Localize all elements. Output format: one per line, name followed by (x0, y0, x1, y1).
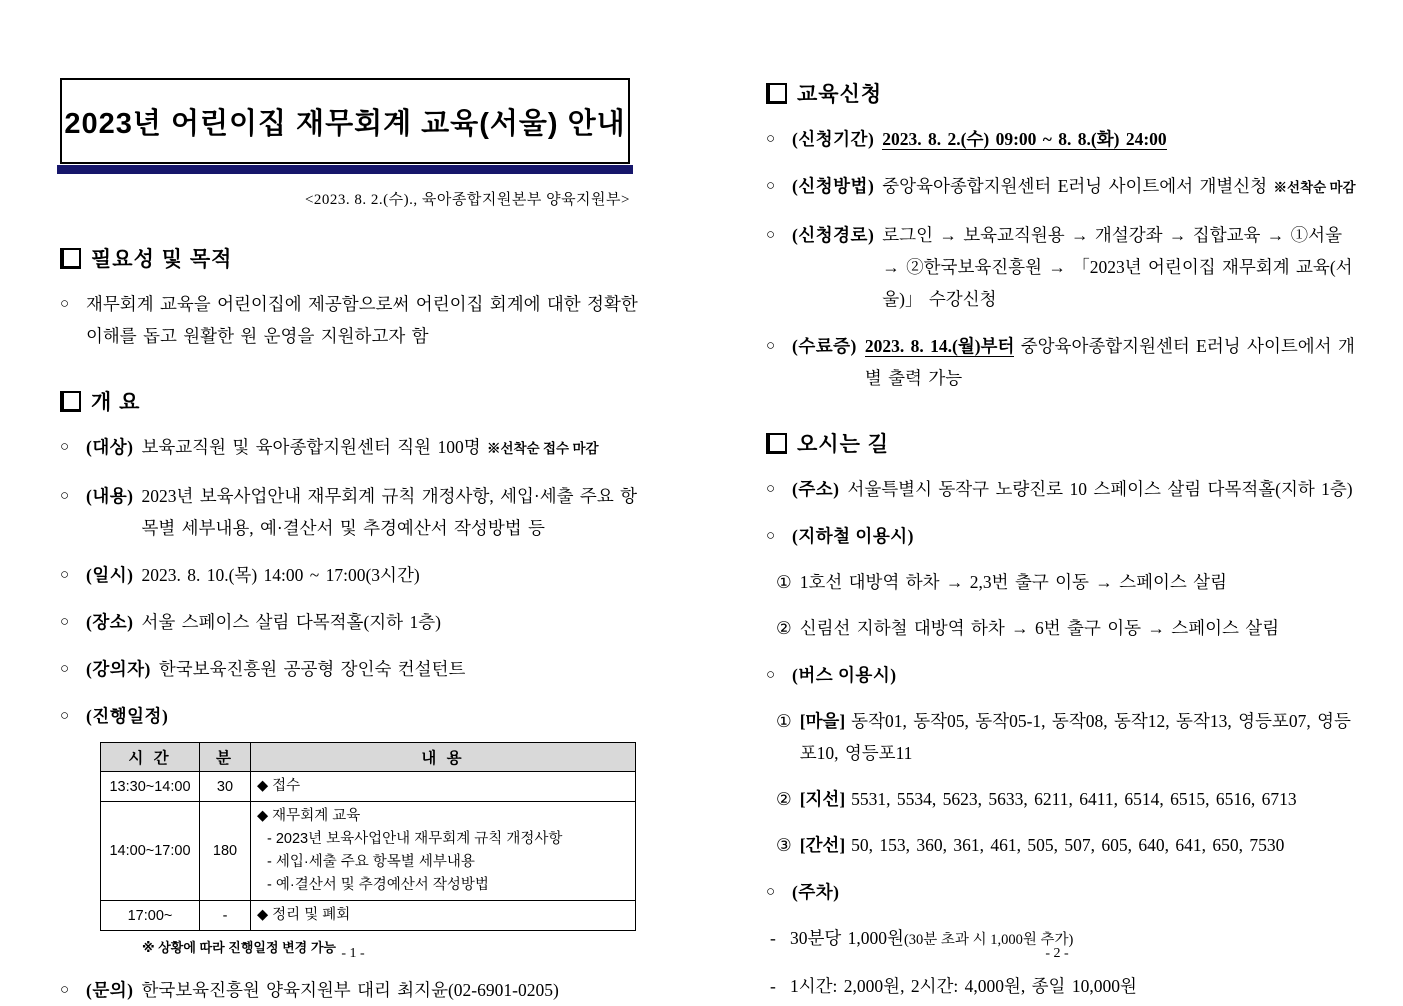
item-value (865, 330, 1358, 394)
page-title: 2023년 어린이집 재무회계 교육(서울) 안내 (64, 107, 626, 140)
cell-content (251, 772, 636, 802)
apply-cert-rest: 중앙육아종합지원센터 E러닝 사이트에서 개별 출력 가능 (864, 336, 1355, 388)
section-directions-header (766, 428, 1358, 458)
bus-numbers: 동작01, 동작05, 동작05-1, 동작08, 동작12, 동작13, 영등포07, 영등포10, 영등포11 (799, 711, 1351, 763)
item-value-text: 보육교직원 및 육아종합지원센터 직원 100명 (141, 437, 481, 457)
parking-label-row (766, 876, 1358, 908)
col-header-content: 내 용 (251, 743, 636, 772)
apply-cert-date: 2023. 8. 14.(월)부터 (864, 336, 1015, 356)
contact-label: (문의) (86, 980, 134, 1000)
apply-period-row (766, 123, 1358, 155)
bus-item-body (800, 783, 1358, 815)
cell-minutes: 30 (200, 772, 251, 802)
item-label: (내용) (86, 486, 134, 506)
overview-item-schedule (60, 700, 638, 732)
bus-label-row (766, 659, 1358, 691)
circled-number: ② (776, 789, 792, 809)
section-box-icon (60, 391, 81, 412)
apply-period-value: 2023. 8. 2.(수) 09:00 ~ 8. 8.(화) 24:00 (882, 129, 1167, 149)
subway-item-2 (766, 612, 1358, 644)
circled-number: ① (776, 572, 792, 592)
section-overview-header (60, 386, 638, 416)
bus-item-body (800, 829, 1358, 861)
item-label: (신청기간) (792, 129, 875, 149)
circle-bullet-icon: ○ (766, 884, 776, 900)
contact-row (60, 974, 638, 1006)
page-number-1: - 1 - (341, 946, 365, 961)
circle-bullet-icon: ○ (766, 481, 776, 497)
item-label: (신청경로) (792, 225, 875, 245)
overview-item-datetime (60, 559, 638, 591)
item-value (882, 170, 1358, 204)
circled-number: ③ (776, 835, 792, 855)
table-row (101, 772, 636, 802)
circled-number: ① (776, 711, 792, 731)
parking-value: 1시간: 2,000원, 2시간: 4,000원, 종일 10,000원 (790, 976, 1137, 996)
title-box (60, 78, 630, 164)
col-header-time: 시 간 (101, 743, 200, 772)
section-overview-title: 개 요 (91, 391, 141, 414)
content-line: ◆ 재무회계 교육 (257, 808, 361, 824)
dash-bullet: - (770, 976, 776, 996)
cell-time: 17:00~ (101, 901, 200, 931)
cell-content (251, 901, 636, 931)
subway-item-1 (766, 566, 1358, 598)
bus-numbers: 50, 153, 360, 361, 461, 505, 507, 605, 640, 641, 650, 7530 (851, 835, 1285, 855)
dash-bullet: - (770, 928, 776, 948)
circle-bullet-icon: ○ (766, 667, 776, 683)
apply-path-row (766, 219, 1358, 315)
title-accent-bar (57, 165, 633, 174)
cell-time: 14:00~17:00 (101, 802, 200, 901)
overview-item-place (60, 606, 638, 638)
apply-method-row (766, 170, 1358, 204)
item-label: (진행일정) (86, 706, 169, 726)
apply-method-value: 중앙육아종합지원센터 E러닝 사이트에서 개별신청 (882, 176, 1268, 196)
item-value (882, 123, 1358, 155)
apply-cert-row (766, 330, 1358, 394)
item-value: 2023. 8. 10.(목) 14:00 ~ 17:00(3시간) (141, 565, 420, 585)
table-row (101, 802, 636, 901)
content-line: ◆ 정리 및 폐회 (257, 907, 351, 923)
bus-item-branch (766, 783, 1358, 815)
col-header-minutes: 분 (200, 743, 251, 772)
circle-bullet-icon: ○ (60, 439, 70, 455)
circle-bullet-icon: ○ (60, 296, 70, 312)
circle-bullet-icon: ○ (766, 528, 776, 544)
circle-bullet-icon: ○ (766, 131, 776, 147)
doc-subtitle: <2023. 8. 2.(수)., 육아종합지원본부 양육지원부> (304, 192, 630, 208)
overview-item-target (60, 431, 638, 465)
page-number-2: - 2 - (1045, 946, 1069, 961)
content-line: - 예·결산서 및 추경예산서 작성방법 (267, 877, 489, 893)
section-box-icon (766, 433, 787, 454)
bus-numbers: 5531, 5534, 5623, 5633, 6211, 6411, 6514, 6515, 6516, 6713 (851, 789, 1297, 809)
apply-method-note: ※선착순 마감 (1273, 180, 1356, 195)
circle-bullet-icon: ○ (60, 614, 70, 630)
overview-item-content (60, 480, 638, 544)
content-line: ◆ 접수 (257, 778, 301, 794)
address-value: 서울특별시 동작구 노량진로 10 스페이스 살림 다목적홀(지하 1층) (847, 479, 1353, 499)
circle-bullet-icon: ○ (60, 982, 70, 998)
parking-item-2 (766, 970, 1358, 1002)
parking-label: (주차) (792, 882, 840, 902)
circle-bullet-icon: ○ (766, 227, 776, 243)
circle-bullet-icon: ○ (60, 661, 70, 677)
section-directions-title: 오시는 길 (797, 433, 889, 456)
overview-item-lecturer (60, 653, 638, 685)
item-note: ※선착순 접수 마감 (486, 441, 599, 456)
section-apply-header (766, 78, 1358, 108)
cell-minutes: 180 (200, 802, 251, 901)
cell-content (251, 802, 636, 901)
item-label: (장소) (86, 612, 134, 632)
schedule-table-note: ※ 상황에 따라 진행일정 변경 가능 (142, 940, 336, 955)
item-value: 서울 스페이스 살림 다목적홀(지하 1층) (141, 612, 441, 632)
address-row (766, 473, 1358, 505)
subway-item-text: 1호선 대방역 하차 → 2,3번 출구 이동 → 스페이스 살림 (799, 572, 1227, 592)
page-1 (60, 78, 638, 1006)
circle-bullet-icon: ○ (60, 708, 70, 724)
section-box-icon (60, 248, 81, 269)
circle-bullet-icon: ○ (60, 488, 70, 504)
section-apply-title: 교육신청 (797, 83, 883, 106)
subway-item-text: 신림선 지하철 대방역 하차 → 6번 출구 이동 → 스페이스 살림 (799, 618, 1280, 638)
item-label: (일시) (86, 565, 134, 585)
item-label: (신청방법) (792, 176, 875, 196)
apply-path-value: 로그인 → 보육교직원용 → 개설강좌 → 집합교육 → ①서울 → ②한국보육진흥원 → 「2023년 어린이집 재무회계 교육(서울)」 수강신청 (882, 225, 1353, 309)
cell-minutes: - (200, 901, 251, 931)
section-purpose-title: 필요성 및 목적 (91, 248, 233, 271)
circled-number: ② (776, 618, 792, 638)
circle-bullet-icon: ○ (766, 338, 776, 354)
subway-label-row (766, 520, 1358, 552)
purpose-text: 재무회계 교육을 어린이집에 제공함으로써 어린이집 회계에 대한 정확한 이해를 돕고 원활한 원 운영을 지원하고자 함 (86, 294, 638, 346)
section-box-icon (766, 83, 787, 104)
parking-note: (30분 초과 시 1,000원 추가) (903, 932, 1074, 948)
bus-tag: [간선] (799, 835, 846, 855)
subway-label: (지하철 이용시) (792, 526, 914, 546)
page-2 (766, 78, 1358, 1006)
bus-tag: [지선] (799, 789, 846, 809)
parking-value: 30분당 1,000원 (790, 928, 904, 948)
bus-label: (버스 이용시) (792, 665, 897, 685)
content-line: - 세입·세출 주요 항목별 세부내용 (267, 854, 475, 870)
cell-time: 13:30~14:00 (101, 772, 200, 802)
item-value (141, 431, 638, 465)
purpose-text-row (60, 288, 638, 352)
item-label: (강의자) (86, 659, 151, 679)
parking-item-body (790, 970, 1358, 1002)
contact-value: 한국보육진흥원 양육지원부 대리 최지윤(02-6901-0205) (141, 980, 559, 1000)
item-value: 2023년 보육사업안내 재무회계 규칙 개정사항, 세입·세출 주요 항목별 세부내용, 예·결산서 및 추경예산서 작성방법 등 (141, 486, 638, 538)
schedule-table (100, 742, 636, 931)
bus-item-trunk (766, 829, 1358, 861)
item-label: (대상) (86, 437, 134, 457)
bus-item-village (766, 705, 1358, 769)
circle-bullet-icon: ○ (60, 567, 70, 583)
item-value: 한국보육진흥원 공공형 장인숙 컨설턴트 (158, 659, 466, 679)
item-label: (주소) (792, 479, 840, 499)
bus-tag: [마을] (799, 711, 846, 731)
section-purpose-header (60, 243, 638, 273)
content-line: - 2023년 보육사업안내 재무회계 규칙 개정사항 (267, 831, 563, 847)
schedule-table-wrap (100, 742, 636, 956)
item-label: (수료증) (792, 336, 857, 356)
table-row (101, 901, 636, 931)
schedule-header-row (101, 743, 636, 772)
bus-item-body (800, 705, 1358, 769)
circle-bullet-icon: ○ (766, 178, 776, 194)
